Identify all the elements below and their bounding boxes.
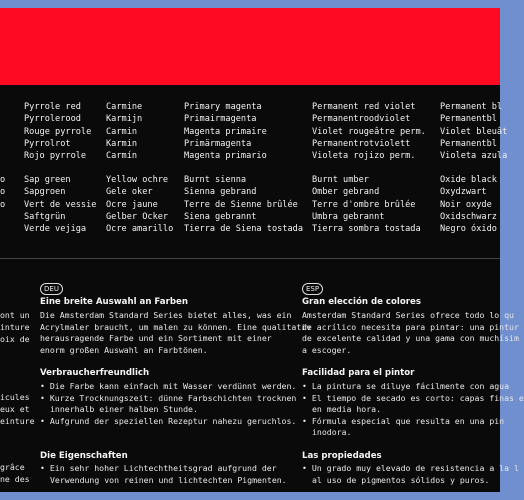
color-name: Permanent bl [440,102,503,112]
bullet-item: • Aufgrund der speziellen Rezeptur nahezu geruchlos. [40,416,296,428]
language-badge-deu: DEU [40,283,63,295]
color-name: Violeta rojizo perm. [312,151,416,162]
edge-text-fragment: ont un [0,310,30,320]
color-name: Pyrrole red [24,102,81,112]
esp-bullets-user-friendly [302,381,524,439]
text-line: de excelente calidad y una gama con muchísim [302,333,519,344]
bullet-continuation: en media hora. [312,404,382,415]
text-line: herausragende Farbe und ein Sortiment mit einer [40,333,272,344]
bullet-item: • Kurze Trocknungszeit: dünne Farbschichten trocknen [40,393,296,405]
color-name: Primary magenta [184,102,262,112]
color-column-permanent-blue [440,101,507,162]
color-name: Noir oxyde [440,199,492,210]
color-name: Siena gebrannt [184,211,257,222]
color-column-burnt-umber [312,174,421,235]
bullet-continuation: innerhalb einer halben Stunde. [50,404,198,415]
edge-text-fragment: oix de [0,334,30,344]
color-column-carmine [106,101,142,162]
color-name: Oxydzwart [440,187,487,198]
color-column-burnt-sienna [184,174,303,235]
color-name: Tierra sombra tostada [312,224,421,235]
color-name: Omber gebrand [312,187,380,198]
color-column-pyrrole-red [24,101,91,162]
color-name: Ocre amarillo [106,224,174,235]
color-column-sap-green [24,174,96,235]
edge-text-fragment: ne des [0,474,30,484]
color-name: Permanentbl [440,114,497,125]
language-badge-esp: ESP [302,283,323,295]
color-name: Saftgrün [24,211,66,222]
color-name: Permanentrotviolett [312,138,411,149]
color-name: Primairmagenta [184,114,257,125]
text-line: Amsterdam Standard Series ofrece todo lo qu [302,310,514,320]
edge-text-fragment: inture [0,322,30,332]
color-name: Carmine [106,102,143,112]
color-name: Ocre jaune [106,199,158,210]
color-name: Karmin [106,138,138,149]
color-name: Gelber Ocker [106,211,169,222]
color-name: Violet rougeâtre perm. [312,126,426,137]
color-name: Rojo pyrrole [24,151,87,162]
deu-bullets-user-friendly [40,381,296,427]
color-name: Magenta primaire [184,126,267,137]
text-line: a escoger. [302,344,352,355]
color-column-permanent-red-violet [312,101,426,162]
section-divider [0,258,500,259]
color-name: Pyrrolerood [24,114,81,125]
color-name: Verde vejiga [24,224,87,235]
bullet-item: • Fórmula especial que resulta en una pin [302,416,524,428]
color-name: Umbra gebrannt [312,211,385,222]
color-name: o [0,175,6,185]
color-name: Permanentbl [440,138,497,149]
color-name: Gele oker [106,187,153,198]
color-name: Negro óxido [440,224,497,235]
color-name: Oxidschwarz [440,211,497,222]
color-name: Violeta azula [440,151,508,162]
color-name: o [0,199,6,210]
color-name: Magenta primario [184,151,267,162]
color-name: Pyrrolrot [24,138,71,149]
deu-title: Eine breite Auswahl an Farben [40,297,188,307]
color-name: Carmín [106,151,138,162]
color-name: Carmin [106,126,138,137]
color-name: Vert de vessie [24,199,97,210]
deu-intro [40,310,311,356]
color-name: Permanentroodviolet [312,114,411,125]
color-column-primary-magenta [184,101,267,162]
bullet-item: • La pintura se diluye fácilmente con agua [302,381,524,393]
edge-text-fragment: grâce [0,462,25,472]
color-name: Primärmagenta [184,138,252,149]
color-name: Rouge pyrrole [24,126,92,137]
color-name: Sapgroen [24,187,66,198]
blue-top-strip [0,0,500,8]
deu-bullets-properties [40,463,287,486]
color-column-oxide-black [440,174,497,235]
color-name: Karmijn [106,114,143,125]
bullet-item: • Ein sehr hoher Lichtechtheitsgrad aufgrund der [40,463,287,475]
red-color-band [0,8,500,85]
bullet-continuation: Verwendung von reinen und lichtechten Pigmenten. [50,474,287,485]
color-name: Yellow ochre [106,175,169,185]
deu-heading-properties: Die Eigenschaften [40,451,128,461]
color-name: Burnt sienna [184,175,247,185]
esp-title: Gran elección de colores [302,297,421,307]
color-name: Permanent red violet [312,102,416,112]
color-name: Oxide black [440,175,497,185]
esp-bullets-properties [302,463,519,486]
text-line: de acrílico necesita para pintar: una pintur [302,321,519,332]
esp-intro [302,310,519,356]
edge-text-fragment: icules [0,392,30,402]
text-line: Die Amsterdam Standard Series bietet alles, was ein [40,310,292,320]
bullet-item: • Un grado muy elevado de resistencia a la l [302,463,519,475]
color-name: Terre d'ombre brûlée [312,199,416,210]
bullet-item: • El tiempo de secado es corto: capas finas e [302,393,524,405]
deu-heading-user-friendly: Verbraucherfreundlich [40,368,150,378]
color-name: Burnt umber [312,175,369,185]
color-name: Violet bleuât [440,126,508,137]
color-name: o [0,187,6,198]
blue-bottom-strip [0,492,500,500]
bullet-continuation: inodora. [312,427,352,438]
color-name: Tierra de Siena tostada [184,224,303,235]
bullet-item: • Die Farbe kann einfach mit Wasser verdünnt werden. [40,381,296,393]
bullet-continuation: al uso de pigmentos sólidos y puros. [312,474,490,485]
edge-text-fragment: einture [0,416,35,426]
color-name: Sap green [24,175,71,185]
esp-heading-properties: Las propiedades [302,451,382,461]
color-name: Terre de Sienne brûlée [184,199,298,210]
text-line: enorm großen Auswahl an Farbtönen. [40,344,208,355]
text-line: Acrylmaler braucht, um malen zu können. Eine qualitativ [40,321,312,332]
color-column-edge [0,174,5,211]
color-column-yellow-ochre [106,174,173,235]
edge-text-fragment: eux et [0,404,30,414]
esp-heading-user-friendly: Facilidad para el pintor [302,368,415,378]
color-name: Sienna gebrand [184,187,257,198]
